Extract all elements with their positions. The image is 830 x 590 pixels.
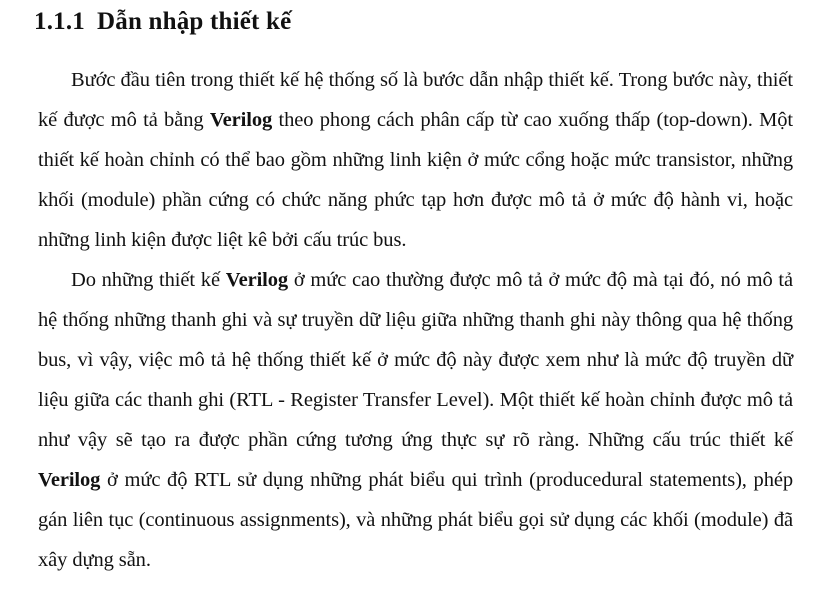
body-text [38, 60, 793, 580]
section-heading [34, 8, 291, 36]
text-run: Do những thiết kế [71, 269, 226, 291]
text-run: Bước đầu tiên trong thiết kế hệ thống số là bước dẫn nhập thiết kế. Trong bước này, thiết kế được mô tả bằng [38, 69, 793, 131]
text-run: theo phong cách phân cấp từ cao xuống thấp (top-down). Một thiết kế hoàn chỉnh có thể bao gồm những linh kiện ở mức cổng hoặc mức transistor, những khối (module) phần cứng có chức năng phức tạp hơn được mô tả ở mức độ hành vi, hoặc những linh kiện được liệt kê bởi cấu trúc bus. [38, 109, 793, 251]
paragraph-1 [38, 60, 793, 260]
paragraph-2 [38, 260, 793, 580]
section-number: 1.1.1 [34, 8, 85, 35]
text-run: ở mức cao thường được mô tả ở mức độ mà tại đó, nó mô tả hệ thống những thanh ghi và sự truyền dữ liệu giữa những thanh ghi này thông qua hệ thống bus, vì vậy, việc mô tả hệ thống thiết kế ở mức độ này được xem như là mức độ truyền dữ liệu giữa các thanh ghi (RTL - Register Transfer Level). Một thiết kế hoàn chỉnh được mô tả như vậy sẽ tạo ra được phần cứng tương ứng thực sự rõ ràng. Những cấu trúc thiết kế [38, 269, 794, 451]
keyword-verilog: Verilog [38, 469, 101, 491]
text-run: ở mức độ RTL sử dụng những phát biểu qui trình (producedural statements), phép gán liên tục (continuous assignments), và những phát biểu gọi sử dụng các khối (module) đã xây dựng sẵn. [38, 469, 793, 571]
keyword-verilog: Verilog [225, 269, 289, 291]
keyword-verilog: Verilog [209, 109, 273, 131]
section-title: Dẫn nhập thiết kế [97, 8, 292, 35]
